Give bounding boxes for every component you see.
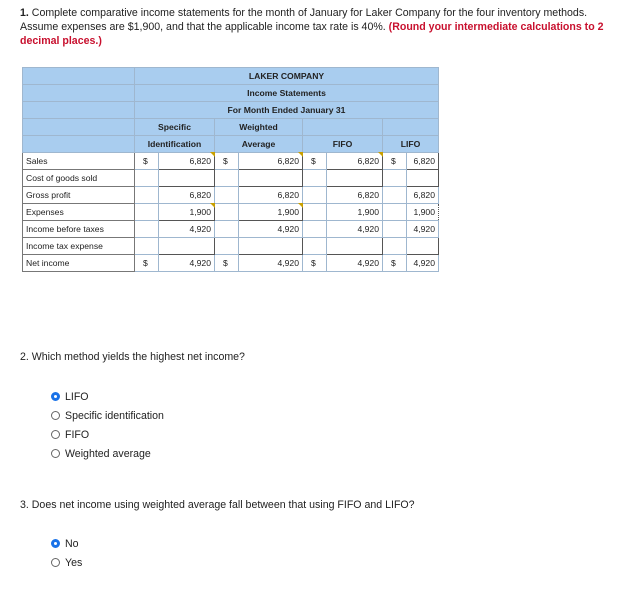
header-blank bbox=[23, 85, 135, 102]
cogs-fifo-input[interactable] bbox=[327, 170, 383, 187]
dollar-sign: $ bbox=[135, 153, 159, 170]
sales-fifo-input[interactable]: 6,820 bbox=[327, 153, 383, 170]
tax-lifo-input[interactable] bbox=[407, 238, 439, 255]
row-sales bbox=[23, 153, 439, 170]
sales-weighted-input[interactable]: 6,820 bbox=[239, 153, 303, 170]
dollar-cell bbox=[303, 238, 327, 255]
income-statement-table bbox=[22, 67, 439, 272]
net-income-fifo: 4,920 bbox=[327, 255, 383, 272]
radio-icon[interactable] bbox=[51, 449, 60, 458]
net-income-lifo: 4,920 bbox=[407, 255, 439, 272]
row-income-tax-expense bbox=[23, 238, 439, 255]
radio-icon[interactable] bbox=[51, 430, 60, 439]
dollar-cell bbox=[383, 204, 407, 221]
dollar-cell bbox=[215, 221, 239, 238]
option-no[interactable] bbox=[51, 534, 82, 553]
method-weighted-line1: Weighted bbox=[215, 119, 303, 136]
option-label: Weighted average bbox=[65, 447, 151, 460]
dollar-cell bbox=[135, 204, 159, 221]
dollar-cell bbox=[215, 187, 239, 204]
question-1 bbox=[20, 6, 620, 48]
header-blank bbox=[23, 68, 135, 85]
row-label: Net income bbox=[23, 255, 135, 272]
radio-icon[interactable] bbox=[51, 411, 60, 420]
dollar-cell bbox=[383, 221, 407, 238]
question-1-instruction: (Round your intermediate calculations to 2 decimal places.) bbox=[20, 21, 604, 47]
dollar-cell bbox=[383, 238, 407, 255]
method-specific-line2: Identification bbox=[135, 136, 215, 153]
question-1-number: 1. bbox=[20, 7, 29, 19]
ibt-specific: 4,920 bbox=[159, 221, 215, 238]
expenses-lifo-input[interactable]: 1,900 bbox=[407, 204, 439, 221]
question-1-text: Complete comparative income statements for the month of January for Laker Company for the four inventory methods. Assume expenses are $1,900, and that the applicable income tax rate is 40%. bbox=[20, 7, 588, 33]
method-lifo-line2: LIFO bbox=[383, 136, 439, 153]
dollar-cell bbox=[135, 221, 159, 238]
radio-selected-icon[interactable] bbox=[51, 539, 60, 548]
row-label: Gross profit bbox=[23, 187, 135, 204]
ibt-lifo: 4,920 bbox=[407, 221, 439, 238]
net-income-specific: 4,920 bbox=[159, 255, 215, 272]
dollar-sign: $ bbox=[135, 255, 159, 272]
row-label: Income tax expense bbox=[23, 238, 135, 255]
sales-lifo-input[interactable]: 6,820 bbox=[407, 153, 439, 170]
dollar-cell bbox=[303, 187, 327, 204]
option-weighted-average[interactable] bbox=[51, 444, 164, 463]
row-net-income bbox=[23, 255, 439, 272]
dollar-cell bbox=[303, 221, 327, 238]
header-blank bbox=[23, 119, 135, 136]
dollar-sign: $ bbox=[383, 255, 407, 272]
sales-specific-input[interactable]: 6,820 bbox=[159, 153, 215, 170]
row-label: Sales bbox=[23, 153, 135, 170]
tax-weighted-input[interactable] bbox=[239, 238, 303, 255]
cogs-weighted-input[interactable] bbox=[239, 170, 303, 187]
dollar-sign: $ bbox=[215, 153, 239, 170]
ibt-fifo: 4,920 bbox=[327, 221, 383, 238]
tax-specific-input[interactable] bbox=[159, 238, 215, 255]
option-label: Specific identification bbox=[65, 409, 164, 422]
cogs-specific-input[interactable] bbox=[159, 170, 215, 187]
company-name: LAKER COMPANY bbox=[135, 68, 439, 85]
option-label: LIFO bbox=[65, 390, 89, 403]
dollar-cell bbox=[383, 187, 407, 204]
dollar-cell bbox=[135, 238, 159, 255]
expenses-weighted-input[interactable]: 1,900 bbox=[239, 204, 303, 221]
dollar-sign: $ bbox=[303, 255, 327, 272]
option-label: No bbox=[65, 537, 79, 550]
cogs-lifo-input[interactable] bbox=[407, 170, 439, 187]
option-label: FIFO bbox=[65, 428, 90, 441]
tax-fifo-input[interactable] bbox=[327, 238, 383, 255]
dollar-sign: $ bbox=[383, 153, 407, 170]
expenses-specific-input[interactable]: 1,900 bbox=[159, 204, 215, 221]
question-3-text: 3. Does net income using weighted average fall between that using FIFO and LIFO? bbox=[20, 499, 415, 511]
header-blank bbox=[23, 136, 135, 153]
option-label: Yes bbox=[65, 556, 83, 569]
dollar-cell bbox=[303, 204, 327, 221]
dollar-cell bbox=[215, 170, 239, 187]
option-specific-identification[interactable] bbox=[51, 406, 164, 425]
dollar-cell bbox=[215, 204, 239, 221]
question-2-options bbox=[51, 387, 164, 463]
dollar-cell bbox=[135, 187, 159, 204]
method-lifo-line1 bbox=[383, 119, 439, 136]
method-weighted-line2: Average bbox=[215, 136, 303, 153]
gross-profit-weighted: 6,820 bbox=[239, 187, 303, 204]
gross-profit-fifo: 6,820 bbox=[327, 187, 383, 204]
row-cogs bbox=[23, 170, 439, 187]
ibt-weighted: 4,920 bbox=[239, 221, 303, 238]
row-gross-profit bbox=[23, 187, 439, 204]
gross-profit-specific: 6,820 bbox=[159, 187, 215, 204]
dollar-sign: $ bbox=[303, 153, 327, 170]
method-fifo-line1 bbox=[303, 119, 383, 136]
method-fifo-line2: FIFO bbox=[303, 136, 383, 153]
dollar-cell bbox=[383, 170, 407, 187]
statement-period: For Month Ended January 31 bbox=[135, 102, 439, 119]
option-lifo[interactable] bbox=[51, 387, 164, 406]
row-label: Income before taxes bbox=[23, 221, 135, 238]
option-yes[interactable] bbox=[51, 553, 82, 572]
dollar-sign: $ bbox=[215, 255, 239, 272]
row-income-before-taxes bbox=[23, 221, 439, 238]
row-label: Cost of goods sold bbox=[23, 170, 135, 187]
option-fifo[interactable] bbox=[51, 425, 164, 444]
dollar-cell bbox=[215, 238, 239, 255]
dollar-cell bbox=[135, 170, 159, 187]
radio-selected-icon[interactable] bbox=[51, 392, 60, 401]
header-blank bbox=[23, 102, 135, 119]
radio-icon[interactable] bbox=[51, 558, 60, 567]
expenses-fifo-input[interactable]: 1,900 bbox=[327, 204, 383, 221]
question-3-options bbox=[51, 534, 82, 572]
net-income-weighted: 4,920 bbox=[239, 255, 303, 272]
dollar-cell bbox=[303, 170, 327, 187]
question-2-text: 2. Which method yields the highest net income? bbox=[20, 351, 245, 363]
method-specific-line1: Specific bbox=[135, 119, 215, 136]
gross-profit-lifo: 6,820 bbox=[407, 187, 439, 204]
row-expenses bbox=[23, 204, 439, 221]
row-label: Expenses bbox=[23, 204, 135, 221]
statement-title: Income Statements bbox=[135, 85, 439, 102]
